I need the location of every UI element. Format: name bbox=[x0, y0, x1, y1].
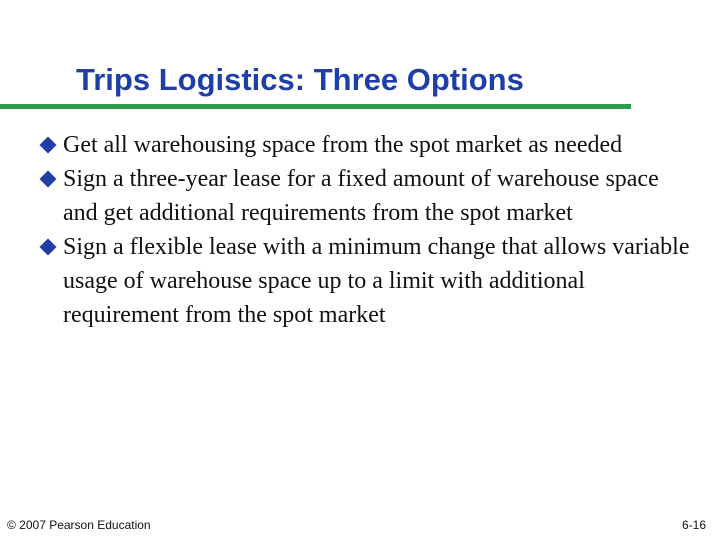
bullet-item bbox=[39, 230, 699, 332]
bullet-text: Sign a flexible lease with a minimum change that allows variable usage of warehouse space up to a limit with additional requirement from the spot market bbox=[63, 234, 690, 328]
bullet-item bbox=[39, 162, 699, 230]
bullet-text: Get all warehousing space from the spot market as needed bbox=[63, 132, 623, 158]
diamond-bullet-icon bbox=[40, 137, 57, 154]
diamond-bullet-icon bbox=[40, 171, 57, 188]
page-number: 6-16 bbox=[681, 518, 706, 532]
title-underline-rule bbox=[0, 104, 631, 109]
diamond-bullet-icon bbox=[40, 239, 57, 256]
bullet-list bbox=[39, 128, 699, 332]
bullet-text: Sign a three-year lease for a fixed amount of warehouse space and get additional requirements from the spot market bbox=[63, 166, 659, 226]
bullet-item bbox=[39, 128, 699, 162]
slide-title: Trips Logistics: Three Options bbox=[76, 62, 524, 97]
copyright-footer: © 2007 Pearson Education bbox=[7, 518, 151, 532]
